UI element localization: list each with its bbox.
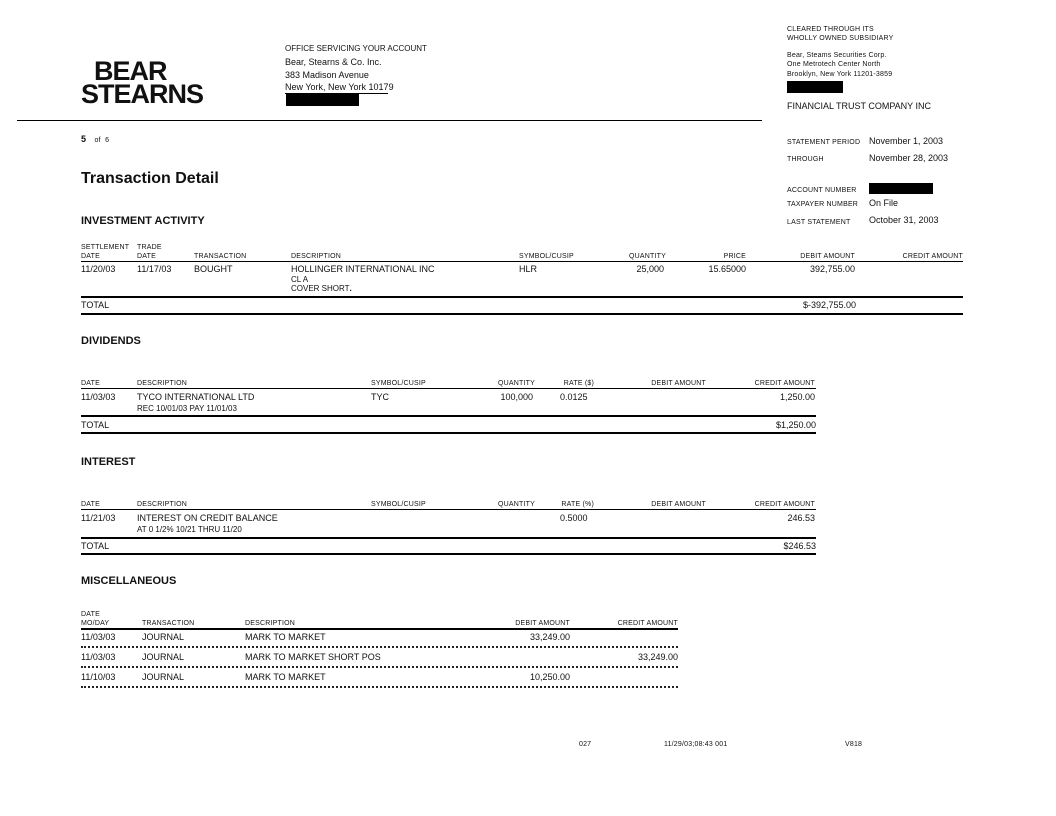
misc-debit: 10,250.00 [529,672,570,682]
taxpayer-number-label: TAXPAYER NUMBER [787,201,859,208]
dividend-rate: 0.0125 [560,392,588,402]
description-line-1: HOLLINGER INTERNATIONAL INC [291,264,435,274]
interest-total-bottom-rule [81,553,816,555]
office-city: New York, New York 10179 [285,82,394,92]
redacted-clearing-line [787,81,843,93]
price: 15.65000 [708,264,746,274]
dividend-description-2: REC 10/01/03 PAY 11/01/03 [137,404,237,413]
header-debit: DEBIT AMOUNT [651,501,706,508]
interest-title: INTEREST [81,456,136,468]
investment-total-value: $-392,755.00 [802,300,856,310]
header-rule [17,120,762,121]
header-transaction: TRANSACTION [194,253,247,260]
investment-total-top-rule [81,296,963,298]
interest-total-value: $246.53 [783,541,816,551]
dividend-date: 11/03/03 [81,392,116,402]
statement-period-value: November 1, 2003 [869,136,944,146]
redacted-account-number [869,183,933,194]
investment-header-rule [81,261,963,262]
office-street: 383 Madison Avenue [285,70,369,80]
redacted-office-line [286,94,359,106]
dividends-total-bottom-rule [81,432,816,434]
header-transaction: TRANSACTION [142,620,195,627]
through-value: November 28, 2003 [869,153,949,163]
interest-rate: 0.5000 [560,513,588,523]
dividend-symbol: TYC [371,392,389,402]
header-quantity: QUANTITY [629,253,666,260]
dividend-description-1: TYCO INTERNATIONAL LTD [137,392,255,402]
header-credit: CREDIT AMOUNT [754,501,815,508]
header-debit: DEBIT AMOUNT [515,620,570,627]
dividends-header-rule [81,388,816,389]
header-price: PRICE [723,253,746,260]
dividends-total-top-rule [81,415,816,417]
page-current: 5 [81,134,87,144]
misc-date: 11/03/03 [81,632,116,642]
header-date: DATE [81,380,100,387]
bear-stearns-logo [81,56,204,109]
misc-description: MARK TO MARKET SHORT POS [245,652,381,662]
misc-credit: 33,249.00 [637,652,678,662]
header-rate: RATE ($) [563,380,594,387]
taxpayer-number-value: On File [869,198,899,208]
header-settlement: SETTLEMENT DATE [81,244,130,260]
clearing-street: One Metrotech Center North [787,61,881,68]
logo-line-1: BEAR [94,56,167,86]
header-debit: DEBIT AMOUNT [651,380,706,387]
header-quantity: QUANTITY [498,501,535,508]
dividends-total-value: $1,250.00 [775,420,816,430]
misc-description: MARK TO MARKET [245,632,326,642]
through-label: THROUGH [787,156,824,163]
header-credit: CREDIT AMOUNT [617,620,678,627]
investment-total-bottom-rule [81,313,963,315]
last-statement-label: LAST STATEMENT [787,219,851,226]
clearing-city: Brooklyn, New York 11201-3859 [787,71,893,78]
description-line-2: CL A [291,275,309,284]
interest-description-1: INTEREST ON CREDIT BALANCE [137,513,278,523]
transaction-type: BOUGHT [194,264,233,274]
symbol: HLR [519,264,538,274]
header-trade-date: TRADE DATE [137,244,162,260]
misc-transaction: JOURNAL [142,652,185,662]
header-description: DESCRIPTION [245,620,296,627]
dividend-quantity: 100,000 [500,392,533,402]
footer-timestamp: 11/29/03;08:43 001 [664,741,728,748]
page-title: Transaction Detail [81,170,219,187]
misc-header-rule [81,628,678,630]
row-dotted-separator [81,646,678,648]
footer-code-1: 027 [579,741,592,748]
interest-header-rule [81,509,816,510]
interest-credit: 246.53 [787,513,815,523]
header-date: DATE [81,501,100,508]
header-rate: RATE (%) [561,501,594,508]
header-description: DESCRIPTION [137,501,188,508]
office-heading: OFFICE SERVICING YOUR ACCOUNT [285,44,427,53]
page-indicator [81,129,109,147]
account-number-label: ACCOUNT NUMBER [787,187,857,194]
debit-amount: 392,755.00 [809,264,855,274]
clearing-name: Bear, Steams Securities Corp. [787,52,887,59]
header-description: DESCRIPTION [137,380,188,387]
clearing-line-1: CLEARED THROUGH ITS [787,26,874,33]
page-total: 6 [105,137,110,144]
misc-date: 11/03/03 [81,652,116,662]
header-date: DATE MO/DAY [81,611,110,627]
description-line-3: COVER SHORT. [291,284,352,293]
clearing-line-2: WHOLLY OWNED SUBSIDIARY [787,35,894,42]
dividends-total-label: TOTAL [81,420,110,430]
page-of-label: of [94,137,101,144]
trade-date: 11/17/03 [137,264,172,274]
quantity: 25,000 [636,264,664,274]
client-name: FINANCIAL TRUST COMPANY INC [787,101,932,111]
header-symbol: SYMBOL/CUSIP [519,253,574,260]
misc-debit: 33,249.00 [529,632,570,642]
misc-date: 11/10/03 [81,672,116,682]
office-name: Bear, Stearns & Co. Inc. [285,57,382,67]
last-statement-value: October 31, 2003 [869,215,939,225]
header-credit: CREDIT AMOUNT [754,380,815,387]
header-symbol: SYMBOL/CUSIP [371,501,426,508]
miscellaneous-title: MISCELLANEOUS [81,575,177,587]
logo-line-2: STEARNS [81,79,204,109]
header-description: DESCRIPTION [291,253,342,260]
investment-activity-title: INVESTMENT ACTIVITY [81,215,205,227]
misc-description: MARK TO MARKET [245,672,326,682]
interest-total-top-rule [81,537,816,539]
interest-description-2: AT 0 1/2% 10/21 THRU 11/20 [137,525,242,534]
header-credit: CREDIT AMOUNT [902,253,963,260]
investment-total-label: TOTAL [81,300,110,310]
header-symbol: SYMBOL/CUSIP [371,380,426,387]
dividends-title: DIVIDENDS [81,335,141,347]
misc-transaction: JOURNAL [142,632,185,642]
header-quantity: QUANTITY [498,380,535,387]
dividend-credit: 1,250.00 [779,392,815,402]
row-dotted-separator [81,686,678,688]
statement-period-label: STATEMENT PERIOD [787,139,861,146]
footer-code-2: V818 [845,741,863,748]
interest-date: 11/21/03 [81,513,116,523]
header-debit: DEBIT AMOUNT [800,253,855,260]
interest-total-label: TOTAL [81,541,110,551]
settlement-date: 11/20/03 [81,264,116,274]
row-dotted-separator [81,666,678,668]
misc-transaction: JOURNAL [142,672,185,682]
